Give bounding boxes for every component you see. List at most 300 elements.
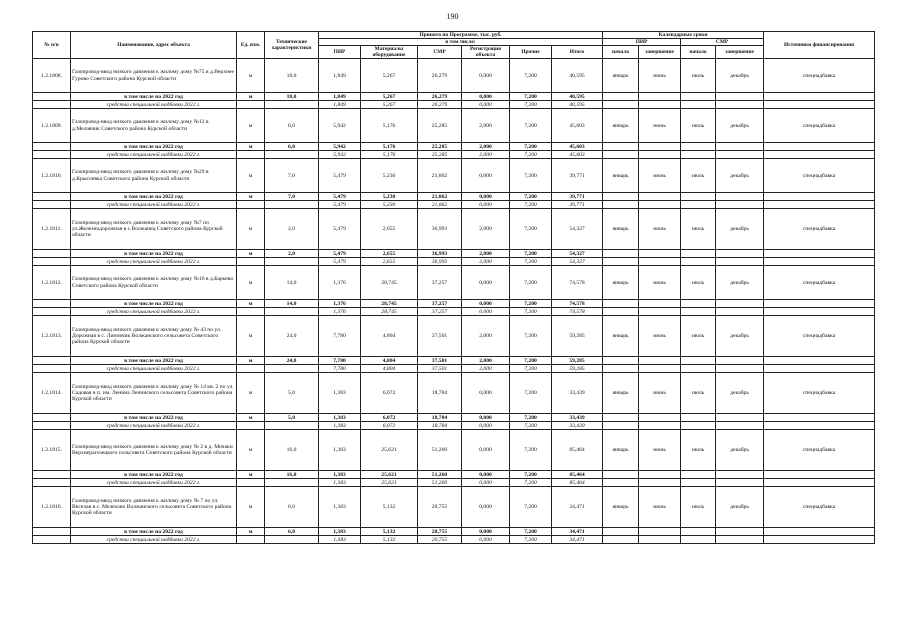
subtotal-registration: 0,000 — [462, 471, 510, 479]
row-registration: 0,000 — [462, 487, 510, 528]
row-name: Газопровод-ввод низкого давления к жилому дому №7 по ул.Железнодорожная в с.Волжанец Советского района Курской области — [71, 209, 237, 250]
special-pir: 5,479 — [319, 258, 361, 266]
subtotal-pir: 5,479 — [319, 250, 361, 258]
subtotal-pir: 5,479 — [319, 193, 361, 201]
subtotal-materials: 5,230 — [361, 193, 418, 201]
subtotal-label: в том числе на 2022 год — [71, 528, 237, 536]
row-end-pir: июнь — [639, 373, 681, 414]
row-pir: 5,479 — [319, 209, 361, 250]
special-smr: 26,279 — [418, 101, 462, 109]
row-pir: 1,849 — [319, 59, 361, 93]
row-materials: 5,267 — [361, 59, 418, 93]
subtotal-pir: 7,780 — [319, 357, 361, 365]
special-label: средства специальной надбавки 2022 г. — [71, 479, 237, 487]
row-num: 1.2.1813. — [33, 316, 71, 357]
special-materials: 4,804 — [361, 365, 418, 373]
subtotal-label: в том числе на 2022 год — [71, 357, 237, 365]
row-materials: 28,745 — [361, 266, 418, 300]
special-total: 85,464 — [552, 479, 603, 487]
subtotal-other: 7,200 — [510, 528, 552, 536]
table-row — [33, 373, 875, 414]
special-smr: 25,285 — [418, 151, 462, 159]
row-start-pir: январь — [603, 59, 639, 93]
row-source: спецнадбавка — [764, 316, 875, 357]
special-funds-row — [33, 308, 875, 316]
special-label: средства специальной надбавки 2022 г. — [71, 201, 237, 209]
row-materials: 5,230 — [361, 159, 418, 193]
special-total: 54,327 — [552, 258, 603, 266]
subtotal-registration: 0,000 — [462, 528, 510, 536]
header-including: в том числе: — [319, 39, 603, 46]
row-end-pir: июнь — [639, 266, 681, 300]
subtotal-other: 7,200 — [510, 300, 552, 308]
row-pir: 1,383 — [319, 430, 361, 471]
special-materials: 2,655 — [361, 258, 418, 266]
table-row — [33, 316, 875, 357]
row-source: спецнадбавка — [764, 373, 875, 414]
special-smr: 37,257 — [418, 308, 462, 316]
header-registration: Регистрация объекта — [462, 46, 510, 59]
row-materials: 5,132 — [361, 487, 418, 528]
table-body — [33, 59, 875, 544]
special-registration: 0,000 — [462, 201, 510, 209]
table-row — [33, 159, 875, 193]
subtotal-registration: 2,000 — [462, 357, 510, 365]
subtotal-pir: 1,383 — [319, 414, 361, 422]
special-funds-row — [33, 479, 875, 487]
special-total: 39,771 — [552, 201, 603, 209]
subtotal-row — [33, 414, 875, 422]
row-other: 7,200 — [510, 316, 552, 357]
row-other: 7,200 — [510, 109, 552, 143]
row-start-pir: январь — [603, 209, 639, 250]
header-source: Источники финансирования — [764, 32, 875, 59]
header-name: Наименование, адрес объекта — [71, 32, 237, 59]
special-pir: 1,383 — [319, 479, 361, 487]
special-total: 34,471 — [552, 536, 603, 544]
row-other: 7,200 — [510, 266, 552, 300]
row-end-smr: декабрь — [716, 316, 764, 357]
special-funds-row — [33, 536, 875, 544]
row-name: Газопровод-ввод низкого давления к жилому дому №12 в д.Мелавчик Советского района Курской области — [71, 109, 237, 143]
subtotal-total: 39,771 — [552, 193, 603, 201]
subtotal-row — [33, 300, 875, 308]
subtotal-tech: 18,0 — [265, 93, 319, 101]
row-start-smr: июль — [681, 430, 716, 471]
special-total: 33,439 — [552, 422, 603, 430]
special-materials: 5,132 — [361, 536, 418, 544]
row-name: Газопровод-ввод низкого давления к жилому дому №16 в д.Баркево Советского района Курской области — [71, 266, 237, 300]
subtotal-tech: 16,0 — [265, 471, 319, 479]
row-materials: 2,655 — [361, 209, 418, 250]
row-end-smr: декабрь — [716, 373, 764, 414]
subtotal-tech: 7,0 — [265, 193, 319, 201]
row-other: 7,200 — [510, 487, 552, 528]
subtotal-tech: 5,0 — [265, 414, 319, 422]
row-unit: м — [237, 159, 265, 193]
special-pir: 1,383 — [319, 422, 361, 430]
special-total: 74,578 — [552, 308, 603, 316]
subtotal-unit: м — [237, 143, 265, 151]
special-registration: 0,000 — [462, 536, 510, 544]
special-registration: 0,000 — [462, 479, 510, 487]
table-row — [33, 430, 875, 471]
row-total: 54,327 — [552, 209, 603, 250]
subtotal-materials: 25,621 — [361, 471, 418, 479]
row-end-smr: декабрь — [716, 487, 764, 528]
row-tech: 18,0 — [265, 59, 319, 93]
subtotal-smr: 37,501 — [418, 357, 462, 365]
row-source: спецнадбавка — [764, 209, 875, 250]
row-smr: 36,993 — [418, 209, 462, 250]
row-pir: 1,376 — [319, 266, 361, 300]
row-smr: 37,257 — [418, 266, 462, 300]
row-total: 40,595 — [552, 59, 603, 93]
subtotal-smr: 25,285 — [418, 143, 462, 151]
row-end-pir: июнь — [639, 159, 681, 193]
special-label: средства специальной надбавки 2022 г. — [71, 258, 237, 266]
row-end-smr: декабрь — [716, 109, 764, 143]
special-other: 7,200 — [510, 422, 552, 430]
row-other: 7,200 — [510, 209, 552, 250]
row-unit: м — [237, 266, 265, 300]
row-materials: 25,621 — [361, 430, 418, 471]
row-start-smr: июль — [681, 316, 716, 357]
special-other: 7,200 — [510, 479, 552, 487]
subtotal-tech: 6,0 — [265, 143, 319, 151]
row-end-smr: декабрь — [716, 266, 764, 300]
subtotal-unit: м — [237, 414, 265, 422]
subtotal-total: 54,327 — [552, 250, 603, 258]
row-registration: 0,000 — [462, 59, 510, 93]
row-smr: 26,279 — [418, 59, 462, 93]
row-other: 7,200 — [510, 59, 552, 93]
row-end-pir: июнь — [639, 316, 681, 357]
subtotal-smr: 36,993 — [418, 250, 462, 258]
row-start-pir: январь — [603, 109, 639, 143]
subtotal-tech: 24,0 — [265, 357, 319, 365]
subtotal-materials: 5,132 — [361, 528, 418, 536]
row-tech: 7,0 — [265, 159, 319, 193]
subtotal-other: 7,200 — [510, 143, 552, 151]
row-num: 1.2.1816. — [33, 487, 71, 528]
special-materials: 5,176 — [361, 151, 418, 159]
subtotal-total: 40,595 — [552, 93, 603, 101]
row-unit: м — [237, 109, 265, 143]
row-smr: 20,755 — [418, 487, 462, 528]
row-smr: 18,784 — [418, 373, 462, 414]
subtotal-row — [33, 143, 875, 151]
special-other: 7,200 — [510, 365, 552, 373]
row-pir: 7,780 — [319, 316, 361, 357]
table-header — [33, 32, 875, 59]
program-table — [32, 31, 875, 544]
subtotal-pir: 5,942 — [319, 143, 361, 151]
subtotal-registration: 0,000 — [462, 93, 510, 101]
row-registration: 0,000 — [462, 266, 510, 300]
subtotal-materials: 28,745 — [361, 300, 418, 308]
subtotal-total: 45,603 — [552, 143, 603, 151]
special-label: средства специальной надбавки 2022 г. — [71, 151, 237, 159]
subtotal-pir: 1,376 — [319, 300, 361, 308]
subtotal-tech: 6,0 — [265, 528, 319, 536]
row-end-pir: июнь — [639, 59, 681, 93]
row-start-smr: июль — [681, 159, 716, 193]
special-registration: 0,000 — [462, 101, 510, 109]
row-start-smr: июль — [681, 109, 716, 143]
row-tech: 2,0 — [265, 209, 319, 250]
header-cal-smr: СМР — [681, 39, 764, 46]
header-smr: СМР — [418, 46, 462, 59]
row-unit: м — [237, 59, 265, 93]
subtotal-smr: 18,784 — [418, 414, 462, 422]
row-source: спецнадбавка — [764, 430, 875, 471]
subtotal-registration: 0,000 — [462, 193, 510, 201]
special-materials: 5,267 — [361, 101, 418, 109]
subtotal-unit: м — [237, 528, 265, 536]
row-unit: м — [237, 487, 265, 528]
row-smr: 51,260 — [418, 430, 462, 471]
row-tech: 6,0 — [265, 109, 319, 143]
row-other: 7,200 — [510, 430, 552, 471]
row-end-smr: декабрь — [716, 159, 764, 193]
special-other: 7,200 — [510, 101, 552, 109]
special-smr: 37,501 — [418, 365, 462, 373]
special-pir: 5,479 — [319, 201, 361, 209]
row-end-pir: июнь — [639, 487, 681, 528]
subtotal-unit: м — [237, 300, 265, 308]
special-label: средства специальной надбавки 2022 г. — [71, 101, 237, 109]
subtotal-pir: 1,383 — [319, 471, 361, 479]
header-cal-pir: ПИР — [603, 39, 681, 46]
special-other: 7,200 — [510, 536, 552, 544]
row-registration: 2,000 — [462, 209, 510, 250]
subtotal-total: 85,464 — [552, 471, 603, 479]
subtotal-tech: 2,0 — [265, 250, 319, 258]
special-registration: 2,000 — [462, 365, 510, 373]
row-name: Газопровод-ввод низкого давления к жилому дому № 2 в д. Мочаки Верхнерагозецкого сельсовета Советского района Курской области — [71, 430, 237, 471]
subtotal-registration: 0,000 — [462, 414, 510, 422]
subtotal-materials: 6,072 — [361, 414, 418, 422]
subtotal-smr: 21,862 — [418, 193, 462, 201]
header-calendar: Календарные сроки — [603, 32, 764, 39]
special-label: средства специальной надбавки 2022 г. — [71, 308, 237, 316]
special-total: 45,603 — [552, 151, 603, 159]
row-tech: 6,0 — [265, 487, 319, 528]
special-pir: 1,376 — [319, 308, 361, 316]
row-unit: м — [237, 373, 265, 414]
subtotal-label: в том числе на 2022 год — [71, 93, 237, 101]
special-funds-row — [33, 201, 875, 209]
row-source: спецнадбавка — [764, 109, 875, 143]
special-other: 7,200 — [510, 258, 552, 266]
subtotal-total: 59,285 — [552, 357, 603, 365]
header-start-smr: начало — [681, 46, 716, 59]
row-registration: 2,000 — [462, 316, 510, 357]
row-source: спецнадбавка — [764, 487, 875, 528]
subtotal-registration: 2,000 — [462, 143, 510, 151]
subtotal-row — [33, 193, 875, 201]
row-num: 1.2.1815. — [33, 430, 71, 471]
special-pir: 1,383 — [319, 536, 361, 544]
row-total: 39,771 — [552, 159, 603, 193]
subtotal-total: 74,578 — [552, 300, 603, 308]
subtotal-smr: 37,257 — [418, 300, 462, 308]
row-start-smr: июль — [681, 487, 716, 528]
table-row — [33, 209, 875, 250]
subtotal-other: 7,200 — [510, 193, 552, 201]
special-total: 40,595 — [552, 101, 603, 109]
row-start-smr: июль — [681, 373, 716, 414]
row-total: 34,471 — [552, 487, 603, 528]
special-smr: 18,784 — [418, 422, 462, 430]
subtotal-row — [33, 357, 875, 365]
header-end-smr: завершение — [716, 46, 764, 59]
row-name: Газопровод-ввод низкого давления к жилому дому № 43 по ул. Дорожная в с. Липовчик Волжанского сельсовета Советского района Курской области — [71, 316, 237, 357]
subtotal-other: 7,200 — [510, 471, 552, 479]
subtotal-materials: 4,804 — [361, 357, 418, 365]
row-materials: 6,072 — [361, 373, 418, 414]
row-end-smr: декабрь — [716, 430, 764, 471]
row-name: Газопровод-ввод низкого давления к жилому дому №29 в д.Крысоевка Советского района Курской области — [71, 159, 237, 193]
subtotal-row — [33, 250, 875, 258]
row-start-pir: январь — [603, 316, 639, 357]
row-end-pir: июнь — [639, 109, 681, 143]
subtotal-smr: 20,755 — [418, 528, 462, 536]
row-start-smr: июль — [681, 266, 716, 300]
subtotal-unit: м — [237, 250, 265, 258]
special-other: 7,200 — [510, 308, 552, 316]
row-tech: 5,0 — [265, 373, 319, 414]
row-other: 7,200 — [510, 159, 552, 193]
row-source: спецнадбавка — [764, 159, 875, 193]
special-materials: 28,745 — [361, 308, 418, 316]
special-registration: 0,000 — [462, 422, 510, 430]
row-start-pir: январь — [603, 159, 639, 193]
row-pir: 5,942 — [319, 109, 361, 143]
row-start-pir: январь — [603, 430, 639, 471]
subtotal-unit: м — [237, 471, 265, 479]
subtotal-pir: 1,849 — [319, 93, 361, 101]
subtotal-label: в том числе на 2022 год — [71, 414, 237, 422]
special-label: средства специальной надбавки 2022 г. — [71, 536, 237, 544]
special-registration: 0,000 — [462, 308, 510, 316]
subtotal-materials: 5,176 — [361, 143, 418, 151]
subtotal-label: в том числе на 2022 год — [71, 300, 237, 308]
subtotal-row — [33, 528, 875, 536]
table-row — [33, 109, 875, 143]
subtotal-label: в том числе на 2022 год — [71, 193, 237, 201]
header-num: № п/п — [33, 32, 71, 59]
subtotal-materials: 5,267 — [361, 93, 418, 101]
row-name: Газопровод-ввод низкого давления к жилому дому №75 в д.Верхнее Гурово Советского района Курской области — [71, 59, 237, 93]
special-materials: 6,072 — [361, 422, 418, 430]
subtotal-other: 7,200 — [510, 414, 552, 422]
header-total: Итого — [552, 46, 603, 59]
header-tech: Технические характеристики — [265, 32, 319, 59]
subtotal-unit: м — [237, 357, 265, 365]
row-name: Газопровод-ввод низкого давления к жилому дому № 7 по ул. Веселая в с. Мелехово Волжанского сельсовета Советского района Курской области — [71, 487, 237, 528]
special-pir: 7,780 — [319, 365, 361, 373]
row-unit: м — [237, 209, 265, 250]
row-smr: 37,501 — [418, 316, 462, 357]
subtotal-smr: 51,260 — [418, 471, 462, 479]
special-funds-row — [33, 365, 875, 373]
special-smr: 36,993 — [418, 258, 462, 266]
subtotal-label: в том числе на 2022 год — [71, 471, 237, 479]
subtotal-tech: 14,0 — [265, 300, 319, 308]
table-row — [33, 59, 875, 93]
special-smr: 51,260 — [418, 479, 462, 487]
row-pir: 5,479 — [319, 159, 361, 193]
special-funds-row — [33, 258, 875, 266]
subtotal-unit: м — [237, 93, 265, 101]
row-start-smr: июль — [681, 209, 716, 250]
page-number: 190 — [446, 12, 459, 21]
header-unit: Ед. изм. — [237, 32, 265, 59]
special-registration: 2,000 — [462, 151, 510, 159]
subtotal-smr: 26,279 — [418, 93, 462, 101]
row-pir: 1,383 — [319, 487, 361, 528]
row-num: 1.2.1808. — [33, 59, 71, 93]
row-unit: м — [237, 430, 265, 471]
row-end-smr: декабрь — [716, 59, 764, 93]
special-label: средства специальной надбавки 2022 г. — [71, 422, 237, 430]
special-materials: 5,230 — [361, 201, 418, 209]
row-start-pir: январь — [603, 487, 639, 528]
row-tech: 14,0 — [265, 266, 319, 300]
row-source: спецнадбавка — [764, 59, 875, 93]
header-materials: Материалы оборудование — [361, 46, 418, 59]
row-registration: 0,000 — [462, 373, 510, 414]
row-start-pir: январь — [603, 373, 639, 414]
row-total: 85,464 — [552, 430, 603, 471]
row-materials: 5,176 — [361, 109, 418, 143]
row-source: спецнадбавка — [764, 266, 875, 300]
row-total: 74,578 — [552, 266, 603, 300]
subtotal-other: 7,200 — [510, 250, 552, 258]
header-pir: ПИР — [319, 46, 361, 59]
subtotal-total: 34,471 — [552, 528, 603, 536]
row-num: 1.2.1810. — [33, 159, 71, 193]
row-tech: 16,0 — [265, 430, 319, 471]
special-registration: 2,000 — [462, 258, 510, 266]
table-row — [33, 266, 875, 300]
row-smr: 21,862 — [418, 159, 462, 193]
special-funds-row — [33, 422, 875, 430]
special-pir: 1,849 — [319, 101, 361, 109]
special-smr: 20,755 — [418, 536, 462, 544]
row-num: 1.2.1809. — [33, 109, 71, 143]
subtotal-total: 33,439 — [552, 414, 603, 422]
row-registration: 0,000 — [462, 159, 510, 193]
row-registration: 2,000 — [462, 109, 510, 143]
subtotal-unit: м — [237, 193, 265, 201]
header-start-pir: начало — [603, 46, 639, 59]
special-funds-row — [33, 151, 875, 159]
row-end-smr: декабрь — [716, 209, 764, 250]
row-end-pir: июнь — [639, 209, 681, 250]
subtotal-row — [33, 93, 875, 101]
special-total: 59,285 — [552, 365, 603, 373]
row-num: 1.2.1814. — [33, 373, 71, 414]
special-smr: 21,862 — [418, 201, 462, 209]
header-end-pir: завершение — [639, 46, 681, 59]
subtotal-materials: 2,655 — [361, 250, 418, 258]
subtotal-other: 7,200 — [510, 93, 552, 101]
row-num: 1.2.1811. — [33, 209, 71, 250]
table-row — [33, 487, 875, 528]
